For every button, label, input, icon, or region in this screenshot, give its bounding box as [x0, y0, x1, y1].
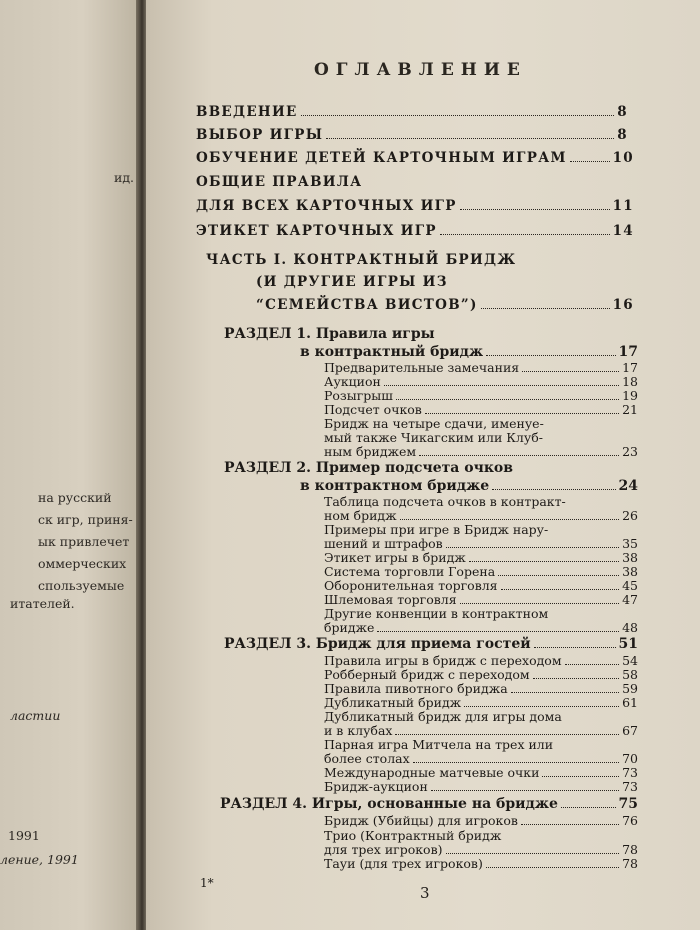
entry-page: 8 — [617, 127, 628, 143]
section-heading: РАЗДЕЛ 2. Пример подсчета очков — [224, 460, 513, 476]
signature-mark: 1* — [200, 876, 214, 890]
leader-dots — [534, 647, 616, 648]
left-fragment: ык привлечет — [38, 534, 130, 549]
leader-dots — [446, 547, 619, 548]
left-fragment: ластии — [10, 708, 61, 723]
entry-label: ВЫБОР ИГРЫ — [196, 127, 324, 143]
left-page — [0, 0, 138, 930]
entry-page: 38 — [622, 550, 638, 565]
toc-entry — [324, 402, 638, 417]
toc-entry — [324, 765, 638, 780]
leader-dots — [565, 664, 620, 665]
leader-dots — [498, 575, 619, 576]
entry-label: Дубликатный бридж — [324, 695, 462, 710]
leader-dots — [460, 209, 610, 210]
toc-entry — [324, 779, 638, 794]
leader-dots — [440, 234, 610, 235]
entry-label-line: Парная игра Митчела на трех или — [324, 737, 554, 752]
entry-label-line: Другие конвенции в контрактном — [324, 606, 549, 621]
leader-dots — [396, 399, 619, 400]
left-fragment: 1991 — [8, 828, 40, 843]
entry-page: 17 — [622, 360, 638, 375]
toc-entry — [324, 536, 638, 551]
leader-dots — [326, 138, 614, 139]
entry-page: 76 — [622, 813, 638, 828]
leader-dots — [522, 371, 619, 372]
entry-page: 61 — [622, 695, 638, 710]
entry-page: 51 — [618, 636, 638, 652]
entry-label: шений и штрафов — [324, 536, 443, 551]
entry-page: 17 — [618, 344, 638, 360]
entry-page: 11 — [612, 198, 634, 214]
entry-label: Этикет игры в бридж — [324, 550, 466, 565]
toc-entry — [324, 508, 638, 523]
toc-entry — [196, 104, 628, 120]
entry-label: ВВЕДЕНИЕ — [196, 104, 298, 120]
toc-page — [146, 0, 700, 930]
toc-entry — [324, 564, 638, 579]
entry-page: 67 — [622, 723, 638, 738]
part-heading-line: (И ДРУГИЕ ИГРЫ ИЗ — [256, 274, 448, 290]
leader-dots — [542, 776, 619, 777]
entry-label-line: Бридж на четыре сдачи, именуе- — [324, 416, 544, 431]
toc-entry — [324, 723, 638, 738]
entry-label: “СЕМЕЙСТВА ВИСТОВ”) — [256, 297, 478, 313]
toc-entry — [324, 653, 638, 668]
leader-dots — [570, 161, 610, 162]
toc-entry — [220, 796, 638, 812]
leader-dots — [464, 706, 619, 707]
page-number: 3 — [420, 884, 430, 902]
toc-entry — [324, 360, 638, 375]
entry-page: 23 — [622, 444, 638, 459]
leader-dots — [446, 853, 620, 854]
entry-label: в контрактном бридже — [300, 478, 490, 494]
toc-entry — [324, 374, 638, 389]
entry-label-line: Трио (Контрактный бридж — [324, 828, 502, 843]
entry-label: Тауи (для трех игроков) — [324, 856, 483, 871]
entry-label: в контрактный бридж — [300, 344, 484, 360]
left-fragment: итателей. — [10, 596, 75, 611]
toc-entry — [196, 150, 634, 166]
leader-dots — [501, 589, 620, 590]
entry-label: ОБУЧЕНИЕ ДЕТЕЙ КАРТОЧНЫМ ИГРАМ — [196, 150, 567, 166]
leader-dots — [521, 824, 619, 825]
leader-dots — [486, 867, 619, 868]
toc-entry — [324, 681, 638, 696]
section-heading: РАЗДЕЛ 1. Правила игры — [224, 326, 435, 342]
entry-page: 10 — [612, 150, 634, 166]
leader-dots — [481, 308, 610, 309]
toc-entry — [324, 578, 638, 593]
entry-page: 26 — [622, 508, 638, 523]
toc-entry — [224, 636, 638, 652]
entry-label: более столах — [324, 751, 410, 766]
entry-page: 59 — [622, 681, 638, 696]
entry-label: Оборонительная торговля — [324, 578, 498, 593]
leader-dots — [486, 355, 615, 356]
entry-label: Международные матчевые очки — [324, 765, 540, 780]
entry-page: 45 — [622, 578, 638, 593]
leader-dots — [431, 790, 619, 791]
entry-page: 47 — [622, 592, 638, 607]
toc-entry — [324, 695, 638, 710]
left-fragment: ск игр, приня- — [38, 512, 133, 527]
part-heading: ЧАСТЬ I. КОНТРАКТНЫЙ БРИДЖ — [206, 252, 517, 268]
leader-dots — [419, 455, 619, 456]
leader-dots — [469, 561, 619, 562]
leader-dots — [400, 519, 619, 520]
entry-label: Розыгрыш — [324, 388, 393, 403]
entry-label: РАЗДЕЛ 3. Бридж для приема гостей — [224, 636, 531, 652]
toc-entry — [324, 550, 638, 565]
entry-label: Подсчет очков — [324, 402, 422, 417]
toc-entry — [324, 813, 638, 828]
toc-entry — [324, 842, 638, 857]
toc-entry — [324, 667, 638, 682]
toc-entry — [324, 751, 638, 766]
leader-dots — [533, 678, 619, 679]
entry-label: для трех игроков) — [324, 842, 443, 857]
entry-label: ДЛЯ ВСЕХ КАРТОЧНЫХ ИГР — [196, 198, 457, 214]
entry-page: 75 — [618, 796, 638, 812]
leader-dots — [561, 807, 616, 808]
entry-label: бридже — [324, 620, 375, 635]
entry-page: 16 — [612, 297, 634, 313]
entry-page: 78 — [622, 856, 638, 871]
entry-label: РАЗДЕЛ 4. Игры, основанные на бридже — [220, 796, 558, 812]
entry-page: 38 — [622, 564, 638, 579]
toc-entry — [300, 344, 638, 360]
entry-label-line: Примеры при игре в Бридж нару- — [324, 522, 549, 537]
left-fragment: на русский — [38, 490, 112, 505]
entry-page: 48 — [622, 620, 638, 635]
toc-entry — [324, 620, 638, 635]
toc-entry — [324, 388, 638, 403]
leader-dots — [413, 762, 619, 763]
entry-page: 19 — [622, 388, 638, 403]
toc-entry — [300, 478, 638, 494]
leader-dots — [395, 734, 619, 735]
toc-entry — [324, 444, 638, 459]
leader-dots — [384, 385, 619, 386]
toc-entry — [196, 127, 628, 143]
entry-label: Система торговли Горена — [324, 564, 496, 579]
entry-label: ном бридж — [324, 508, 397, 523]
entry-label: Аукцион — [324, 374, 381, 389]
entry-label: Правила пивотного бриджа — [324, 681, 508, 696]
entry-label: Предварительные замечания — [324, 360, 520, 375]
entry-label-line: мый также Чикагским или Клуб- — [324, 430, 543, 445]
entry-page: 54 — [622, 653, 638, 668]
toc-entry — [324, 856, 638, 871]
leader-dots — [460, 603, 620, 604]
toc-title: ОГЛАВЛЕНИЕ — [314, 60, 527, 80]
toc-entry — [196, 223, 634, 239]
entry-label: ЭТИКЕТ КАРТОЧНЫХ ИГР — [196, 223, 437, 239]
leader-dots — [425, 413, 619, 414]
entry-label-line: Таблица подсчета очков в контракт- — [324, 494, 566, 509]
entry-label: Бридж (Убийцы) для игроков — [324, 813, 518, 828]
toc-entry — [324, 592, 638, 607]
entry-label-line: ОБЩИЕ ПРАВИЛА — [196, 174, 363, 190]
entry-page: 18 — [622, 374, 638, 389]
leader-dots — [301, 115, 615, 116]
entry-label: Робберный бридж с переходом — [324, 667, 530, 682]
left-fragment: ид. — [114, 170, 135, 185]
entry-page: 70 — [622, 751, 638, 766]
entry-label: Бридж-аукцион — [324, 779, 428, 794]
entry-page: 78 — [622, 842, 638, 857]
entry-label: и в клубах — [324, 723, 393, 738]
entry-page: 8 — [617, 104, 628, 120]
leader-dots — [492, 489, 615, 490]
entry-page: 73 — [622, 765, 638, 780]
entry-label: Правила игры в бридж с переходом — [324, 653, 562, 668]
entry-label: Шлемовая торговля — [324, 592, 457, 607]
entry-page: 21 — [622, 402, 638, 417]
toc-entry — [256, 297, 634, 313]
leader-dots — [377, 631, 619, 632]
left-fragment: оммерческих — [38, 556, 127, 571]
entry-page: 24 — [618, 478, 638, 494]
left-fragment: спользуемые — [38, 578, 125, 593]
entry-page: 73 — [622, 779, 638, 794]
left-fragment: ление, 1991 — [0, 852, 79, 867]
entry-label: ным бриджем — [324, 444, 417, 459]
entry-page: 35 — [622, 536, 638, 551]
toc-entry — [196, 198, 634, 214]
entry-label-line: Дубликатный бридж для игры дома — [324, 709, 562, 724]
entry-page: 58 — [622, 667, 638, 682]
entry-page: 14 — [612, 223, 634, 239]
leader-dots — [511, 692, 619, 693]
